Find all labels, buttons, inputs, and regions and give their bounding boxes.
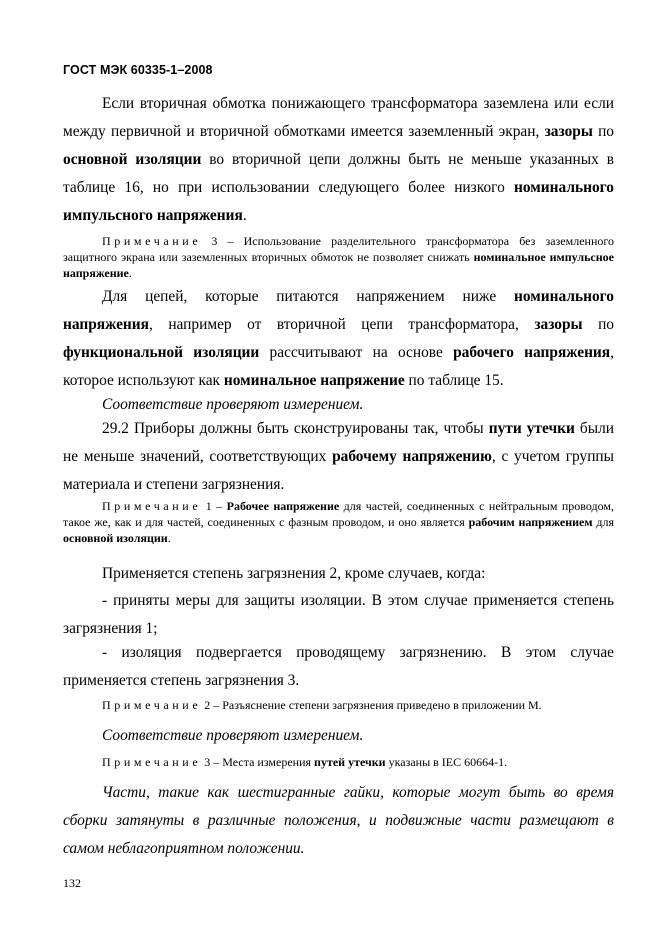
note-1-working-voltage: Примечание 1 – Рабочее напряжение для частей, соединенных с нейтральным проводом, такое же, как и для частей, соединенных с фазным проводом, и оно является рабочим напряжением для основной изоляции.	[63, 499, 615, 545]
compliance-check-1: Соответствие проверяют измерением.	[102, 396, 364, 413]
compliance-check-2: Соответствие проверяют измерением.	[102, 727, 364, 744]
document-header: ГОСТ МЭК 60335-1–2008	[63, 63, 213, 77]
paragraph-pollution-degree: Применяется степень загрязнения 2, кроме случаев, когда:	[102, 565, 486, 582]
note-2-pollution-explanation: Примечание 2 – Разъяснение степени загрязнения приведено в приложении М.	[102, 698, 542, 712]
note-3-isolating-transformer: Примечание 3 – Использование разделительного трансформатора без заземленного защитного экрана или заземленных вторичных обмоток не позволяет снижать номинальное импульсное напряжение.	[63, 234, 614, 280]
list-item-pollution-3: - изоляция подвергается проводящему загрязнению. В этом случае применяется степень загрязнения 3.	[63, 644, 614, 689]
paragraph-29-2: 29.2 Приборы должны быть сконструированы так, чтобы пути утечки были не меньше значений, соответствующих рабочему напряжению, с учетом группы материала и степени загрязнения.	[63, 420, 615, 493]
note-3-creepage-measurement: Примечание 3 – Места измерения путей утечки указаны в IEC 60664-1.	[102, 755, 508, 769]
paragraph-hexagonal-nuts: Части, такие как шестигранные гайки, которые могут быть во время сборки затянуты в различные положения, и подвижные части размещают в самом неблагоприятном положении.	[63, 784, 614, 857]
paragraph-functional-insulation: Для цепей, которые питаются напряжением ниже номинального напряжения, например от вторичной цепи трансформатора, зазоры по функциональной изоляции рассчитывают на основе рабочего напряжения, которое используют как номинальное напряжение по таблице 15.	[63, 288, 614, 389]
paragraph-clearances-earthed: Если вторичная обмотка понижающего трансформатора заземлена или если между первичной и вторичной обмотками имеется заземленный экран, зазоры по основной изоляции во вторичной цепи должны быть не меньше указанных в таблице 16, но при использовании следующего более низкого номинального импульсного напряжения.	[63, 95, 615, 224]
list-item-pollution-1: - приняты меры для защиты изоляции. В этом случае применяется степень загрязнения 1;	[63, 592, 614, 637]
page-number: 132	[63, 876, 81, 890]
